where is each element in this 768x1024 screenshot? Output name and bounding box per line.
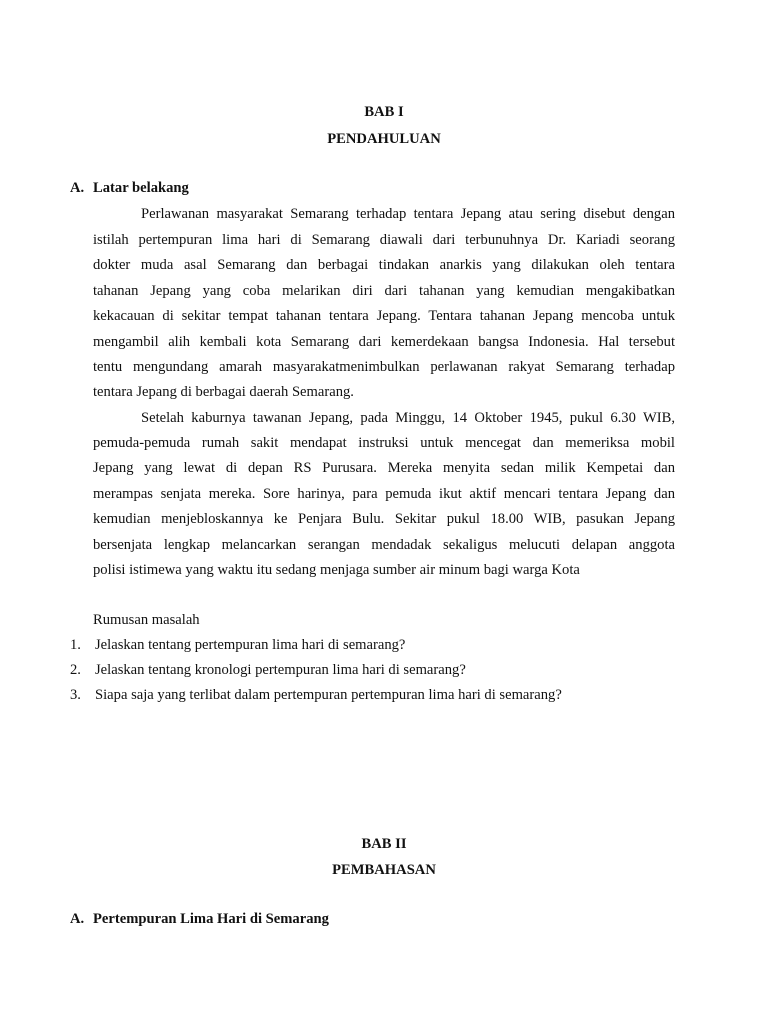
paragraph-line: polisi istimewa yang waktu itu sedang menjaga sumber air minum bagi warga Kota (93, 562, 580, 578)
list-item: Jelaskan tentang kronologi pertempuran lima hari di semarang? (95, 662, 466, 678)
paragraph-line: tentu mengundang amarah masyarakatmenimbulkan perlawanan rakyat Semarang terhadap (93, 359, 675, 375)
chapter-title: BAB I (364, 104, 404, 120)
chapter-title: BAB II (361, 836, 407, 852)
paragraph-line: bersenjata lengkap melancarkan serangan mendadak sekaligus melucuti delapan anggota (93, 537, 675, 553)
chapter-subtitle: PEMBAHASAN (332, 862, 436, 878)
paragraph-line: mengambil alih kembali kota Semarang dari kemerdekaan bangsa Indonesia. Hal tersebut (93, 334, 675, 350)
paragraph-line: Setelah kaburnya tawanan Jepang, pada Minggu, 14 Oktober 1945, pukul 6.30 WIB, (141, 410, 675, 426)
rumusan-heading: Rumusan masalah (93, 612, 200, 628)
section-label: A. (70, 180, 85, 196)
paragraph-line: merampas senjata mereka. Sore harinya, para pemuda ikut aktif mencari tentara Jepang dan (93, 486, 675, 502)
chapter-subtitle: PENDAHULUAN (327, 131, 441, 147)
paragraph-line: kemudian menjebloskannya ke Penjara Bulu. Sekitar pukul 18.00 WIB, pasukan Jepang (93, 511, 675, 527)
section-heading: Pertempuran Lima Hari di Semarang (93, 911, 329, 927)
paragraph-line: Jepang yang lewat di depan RS Purusara. Mereka menyita sedan milik Kempetai dan (93, 460, 675, 476)
list-number: 3. (70, 687, 81, 703)
section-heading: Latar belakang (93, 180, 189, 196)
paragraph-line: kekacauan di sekitar tempat tahanan tentara Jepang. Tentara tahanan Jepang mencoba untuk (93, 308, 675, 324)
paragraph-line: istilah pertempuran lima hari di Semarang diawali dari terbunuhnya Dr. Kariadi seorang (93, 232, 675, 248)
list-item: Jelaskan tentang pertempuran lima hari di semarang? (95, 637, 406, 653)
paragraph-line: tahanan Jepang yang coba melarikan diri dari tahanan yang kemudian mengakibatkan (93, 283, 675, 299)
paragraph-line: Perlawanan masyarakat Semarang terhadap tentara Jepang atau sering disebut dengan (141, 206, 675, 222)
paragraph-line: pemuda-pemuda rumah sakit mendapat instruksi untuk mencegat dan memeriksa mobil (93, 435, 675, 451)
list-number: 2. (70, 662, 81, 678)
section-label: A. (70, 911, 85, 927)
paragraph-line: tentara Jepang di berbagai daerah Semarang. (93, 384, 354, 400)
list-number: 1. (70, 637, 81, 653)
list-item: Siapa saja yang terlibat dalam pertempuran pertempuran lima hari di semarang? (95, 687, 562, 703)
paragraph-line: dokter muda asal Semarang dan berbagai tindakan anarkis yang dilakukan oleh tentara (93, 257, 675, 273)
